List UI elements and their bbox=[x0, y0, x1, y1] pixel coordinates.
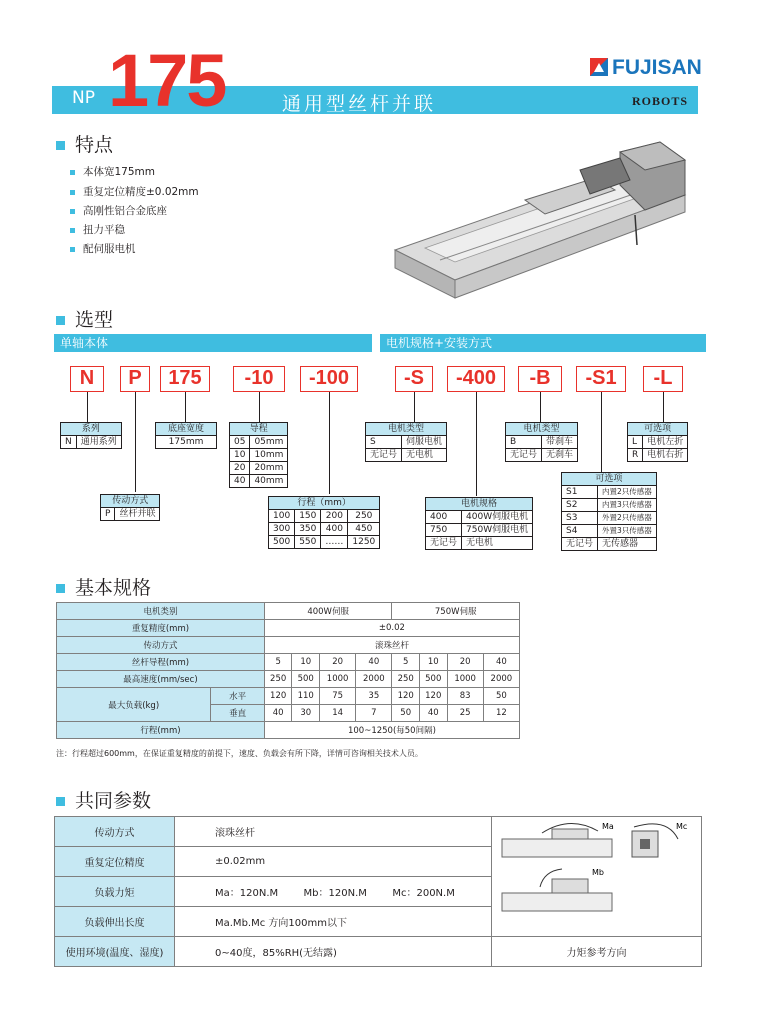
motor-bar: 电机规格+安装方式 bbox=[380, 334, 706, 352]
code-motor-type: -S bbox=[395, 366, 433, 392]
stroke-table: 行程（mm） 100 150 200 250 300 350 400 450 500 550 …… 1250 bbox=[268, 496, 380, 549]
model-prefix: NP bbox=[72, 88, 95, 108]
lead-table: 导程 05 05mm 10 10mm 20 20mm 40 40mm bbox=[229, 422, 288, 488]
connector bbox=[601, 392, 602, 472]
brake-table: 电机类型 B 带刹车 无记号 无刹车 bbox=[505, 422, 578, 462]
connector bbox=[414, 392, 415, 422]
moment-diagram-svg bbox=[492, 817, 698, 933]
code-sensor: -S1 bbox=[576, 366, 626, 392]
connector bbox=[87, 392, 88, 422]
product-image bbox=[385, 140, 695, 310]
brand-sub: ROBOTS bbox=[632, 94, 689, 108]
connector bbox=[329, 392, 330, 494]
code-series: N bbox=[70, 366, 104, 392]
fold-table: 可选项 L 电机左折 R 电机右折 bbox=[627, 422, 688, 462]
feature-item: 配伺服电机 bbox=[70, 241, 136, 256]
basic-spec-table: 电机类别 400W伺服 750W伺服 重复精度(mm) ±0.02 传动方式 滚珠丝杆 丝杆导程(mm) 5 10 20 40 5 10 20 40 最高速度(mm/sec) 250 500 1000 2000 250 500 1000 2000 最大负载(kg) 水平 120 110 75 35 120 120 83 50 垂直 40 30 14 7 50 40 25 12 行程(mm) 100~1250(每50间隔) bbox=[56, 602, 520, 739]
series-table: 系列 N 通用系列 bbox=[60, 422, 122, 449]
sensor-table: 可选项 S1 内置2只传感器 S2 内置3只传感器 S3 外置2只传感器 S4 外置3只传感器 无记号 无传感器 bbox=[561, 472, 657, 551]
connector bbox=[663, 392, 664, 422]
code-motor-spec: -400 bbox=[447, 366, 505, 392]
spec-note: 注：行程超过600mm，在保证重复精度的前提下，速度、负载会有所下降，详情可咨询相关技术人员。 bbox=[56, 749, 423, 758]
drive-table: 传动方式 P 丝杆并联 bbox=[100, 494, 160, 521]
svg-text:Mb: Mb bbox=[592, 868, 604, 877]
svg-text:Ma: Ma bbox=[602, 822, 614, 831]
common-heading: 共同参数 bbox=[56, 786, 151, 813]
code-stroke: -100 bbox=[300, 366, 358, 392]
motor-spec-table: 电机规格 400 400W伺服电机 750 750W伺服电机 无记号 无电机 bbox=[425, 497, 533, 550]
connector bbox=[540, 392, 541, 422]
motor-type-table: 电机类型 S 伺服电机 无记号 无电机 bbox=[365, 422, 447, 462]
product-title: 通用型丝杆并联 bbox=[282, 93, 437, 115]
connector bbox=[135, 392, 136, 492]
code-brake: -B bbox=[518, 366, 562, 392]
connector bbox=[259, 392, 260, 422]
feature-item: 重复定位精度±0.02mm bbox=[70, 184, 199, 199]
code-fold: -L bbox=[643, 366, 683, 392]
svg-text:Mc: Mc bbox=[676, 822, 688, 831]
body-bar: 单轴本体 bbox=[54, 334, 372, 352]
brand-logo-icon bbox=[590, 58, 608, 76]
width-table: 底座宽度 175mm bbox=[155, 422, 217, 449]
common-table: 传动方式 滚珠丝杆 Ma Mc Mb 重复定位精度 ±0.02mm 负载力矩 Ma：120N.M Mb：120N.M Mc：200N.M 负载伸出长度 Ma.Mb.Mc 方向100mm以下 使用环境(温度、湿度) 0~40度，85%RH(无结露) 力矩参考方向 bbox=[54, 816, 702, 967]
code-width: 175 bbox=[160, 366, 210, 392]
code-drive: P bbox=[120, 366, 150, 392]
selection-heading: 选型 bbox=[56, 305, 113, 332]
connector bbox=[185, 392, 186, 422]
feature-item: 高刚性铝合金底座 bbox=[70, 203, 167, 218]
feature-item: 本体宽175mm bbox=[70, 164, 155, 179]
connector bbox=[476, 392, 477, 496]
code-lead: -10 bbox=[233, 366, 285, 392]
brand-name: FUJISAN bbox=[612, 56, 702, 79]
model-number: 175 bbox=[108, 39, 226, 122]
feature-item: 扭力平稳 bbox=[70, 222, 125, 237]
moment-diagram bbox=[492, 817, 702, 937]
basic-spec-heading: 基本规格 bbox=[56, 573, 151, 600]
features-heading: 特点 bbox=[56, 130, 113, 157]
